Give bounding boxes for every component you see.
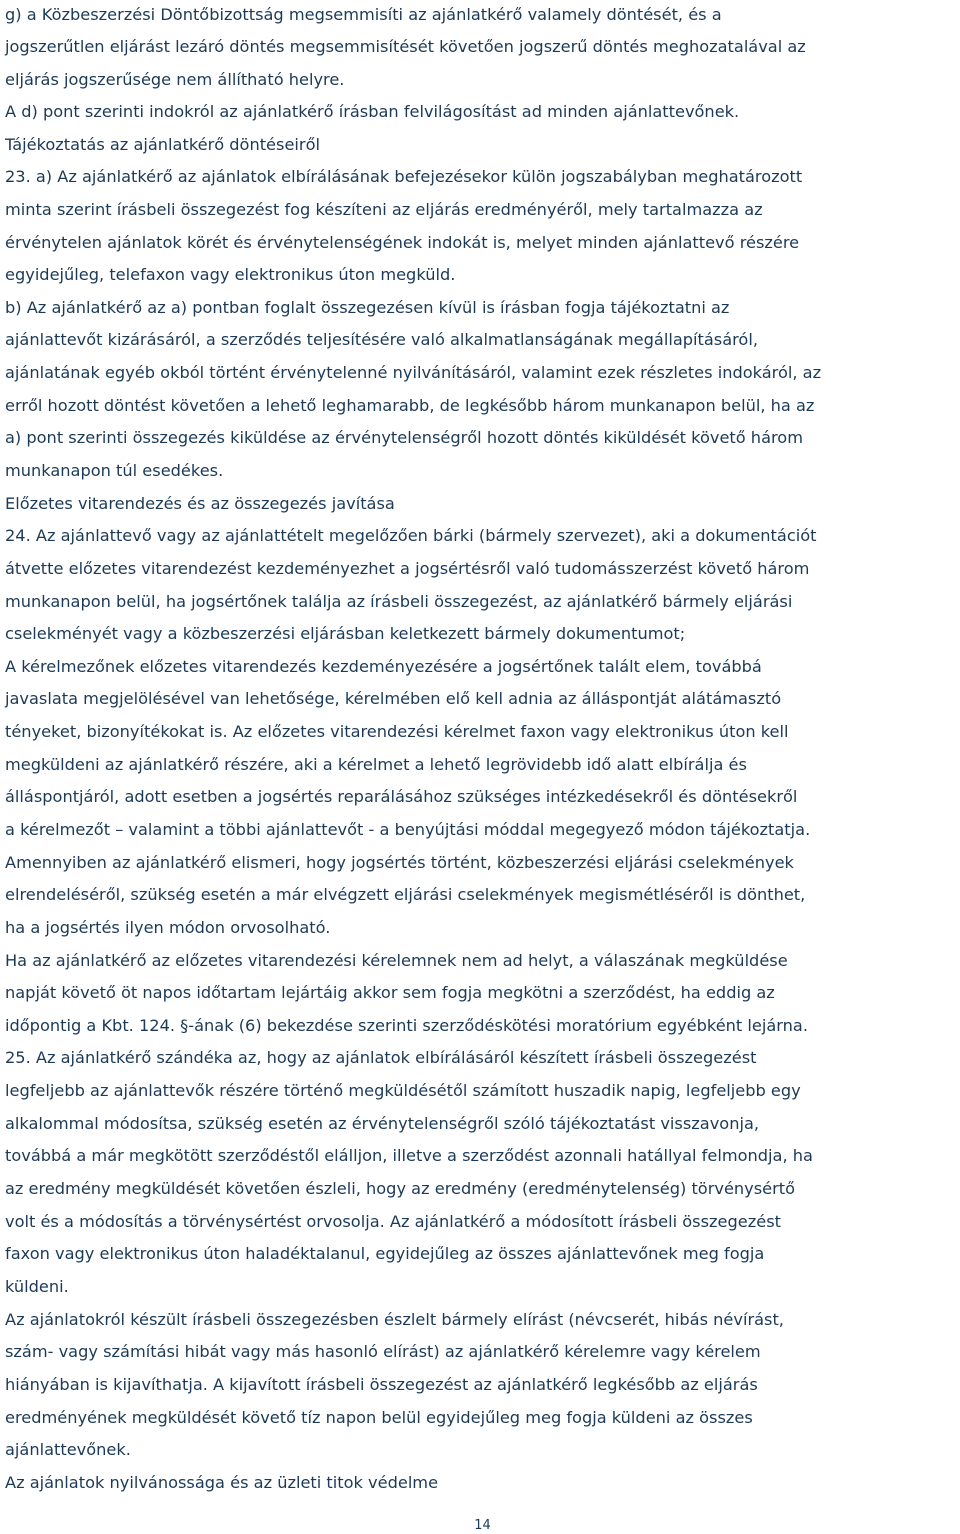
text-line: a) pont szerinti összegezés kiküldése az érvénytelenségről hozott döntés kiküldését követő három <box>5 428 803 447</box>
text-line: 24. Az ajánlattevő vagy az ajánlattételt megelőzően bárki (bármely szervezet), aki a dokumentációt <box>5 526 817 545</box>
text-line: eljárás jogszerűsége nem állítható helyre. <box>5 70 345 89</box>
text-line: cselekményét vagy a közbeszerzési eljárásban keletkezett bármely dokumentumot; <box>5 624 686 643</box>
text-line: Az ajánlatokról készült írásbeli összegezésben észlelt bármely elírást (névcserét, hibás névírást, <box>5 1310 784 1329</box>
text-line: megküldeni az ajánlatkérő részére, aki a kérelmet a lehető legrövidebb idő alatt elbírálja és <box>5 755 747 774</box>
text-line: ajánlatának egyéb okból történt érvénytelenné nyilvánításáról, valamint ezek részletes indokáról, az <box>5 363 822 382</box>
text-line: faxon vagy elektronikus úton haladéktalanul, egyidejűleg az összes ajánlattevőnek meg fogja <box>5 1244 765 1263</box>
text-line: a kérelmezőt – valamint a többi ajánlattevőt - a benyújtási móddal megegyező módon tájékoztatja. <box>5 820 811 839</box>
text-line: volt és a módosítás a törvénysértést orvosolja. Az ajánlatkérő a módosított írásbeli összegezést <box>5 1212 781 1231</box>
text-line: érvénytelen ajánlatok körét és érvénytelenségének indokát is, melyet minden ajánlattevő részére <box>5 233 800 252</box>
text-line: minta szerint írásbeli összegezést fog készíteni az eljárás eredményéről, mely tartalmazza az <box>5 200 763 219</box>
text-line: g) a Közbeszerzési Döntőbizottság megsemmisíti az ajánlatkérő valamely döntését, és a <box>5 5 722 24</box>
text-line: munkanapon belül, ha jogsértőnek találja az írásbeli összegezést, az ajánlatkérő bármely eljárási <box>5 592 793 611</box>
text-line: ajánlattevőnek. <box>5 1440 131 1459</box>
text-line: A d) pont szerinti indokról az ajánlatkérő írásban felvilágosítást ad minden ajánlattevőnek. <box>5 102 740 121</box>
section-heading: Előzetes vitarendezés és az összegezés javítása <box>5 494 395 513</box>
text-line: 25. Az ajánlatkérő szándéka az, hogy az ajánlatok elbírálásáról készített írásbeli összegezést <box>5 1048 757 1067</box>
text-line: erről hozott döntést követően a lehető leghamarabb, de legkésőbb három munkanapon belül, ha az <box>5 396 815 415</box>
text-line: egyidejűleg, telefaxon vagy elektronikus úton megküld. <box>5 265 456 284</box>
text-line: továbbá a már megkötött szerződéstől elálljon, illetve a szerződést azonnali hatállyal felmondja, ha <box>5 1146 813 1165</box>
text-line: 23. a) Az ajánlatkérő az ajánlatok elbírálásának befejezésekor külön jogszabályban meghatározott <box>5 167 803 186</box>
text-line: átvette előzetes vitarendezést kezdeményezhet a jogsértésről való tudomásszerzést követő három <box>5 559 810 578</box>
text-line: ha a jogsértés ilyen módon orvosolható. <box>5 918 331 937</box>
text-line: ajánlattevőt kizárásáról, a szerződés teljesítésére való alkalmatlanságának megállapításáról, <box>5 330 758 349</box>
text-line: Amennyiben az ajánlatkérő elismeri, hogy jogsértés történt, közbeszerzési eljárási cselekmények <box>5 853 794 872</box>
section-heading: Tájékoztatás az ajánlatkérő döntéseiről <box>5 135 320 154</box>
text-line: eredményének megküldését követő tíz napon belül egyidejűleg meg fogja küldeni az összes <box>5 1408 753 1427</box>
text-line: álláspontjáról, adott esetben a jogsértés reparálásához szükséges intézkedésekről és döntésekről <box>5 787 798 806</box>
text-line: napját követő öt napos időtartam lejártáig akkor sem fogja megkötni a szerződést, ha eddig az <box>5 983 775 1002</box>
text-line: Ha az ajánlatkérő az előzetes vitarendezési kérelemnek nem ad helyt, a válaszának megküldése <box>5 951 788 970</box>
section-heading: Az ajánlatok nyilvánossága és az üzleti titok védelme <box>5 1473 439 1492</box>
text-line: b) Az ajánlatkérő az a) pontban foglalt összegezésen kívül is írásban fogja tájékoztatni az <box>5 298 730 317</box>
text-line: hiányában is kijavíthatja. A kijavított írásbeli összegezést az ajánlatkérő legkésőbb az eljárás <box>5 1375 758 1394</box>
text-line: időpontig a Kbt. 124. §-ának (6) bekezdése szerinti szerződéskötési moratórium egyébként lejárna. <box>5 1016 808 1035</box>
text-line: szám- vagy számítási hibát vagy más hasonló elírást) az ajánlatkérő kérelemre vagy kérelem <box>5 1342 761 1361</box>
text-line: jogszerűtlen eljárást lezáró döntés megsemmisítését követően jogszerű döntés meghozatalával az <box>5 37 806 56</box>
text-line: az eredmény megküldését követően észleli, hogy az eredmény (eredménytelenség) törvénysértő <box>5 1179 796 1198</box>
document-page <box>5 0 960 1534</box>
text-line: alkalommal módosítsa, szükség esetén az érvénytelenségről szóló tájékoztatást visszavonja, <box>5 1114 760 1133</box>
text-line: munkanapon túl esedékes. <box>5 461 224 480</box>
text-line: tényeket, bizonyítékokat is. Az előzetes vitarendezési kérelmet faxon vagy elektronikus úton kell <box>5 722 789 741</box>
text-line: legfeljebb az ajánlattevők részére történő megküldésétől számított huszadik napig, legfeljebb egy <box>5 1081 801 1100</box>
text-line: elrendeléséről, szükség esetén a már elvégzett eljárási cselekmények megismétléséről is dönthet, <box>5 885 806 904</box>
text-line: A kérelmezőnek előzetes vitarendezés kezdeményezésére a jogsértőnek talált elem, továbbá <box>5 657 762 676</box>
text-line: javaslata megjelölésével van lehetősége, kérelmében elő kell adnia az álláspontját alátámasztó <box>5 689 782 708</box>
text-line: küldeni. <box>5 1277 69 1296</box>
page-number: 14 <box>474 1518 491 1533</box>
